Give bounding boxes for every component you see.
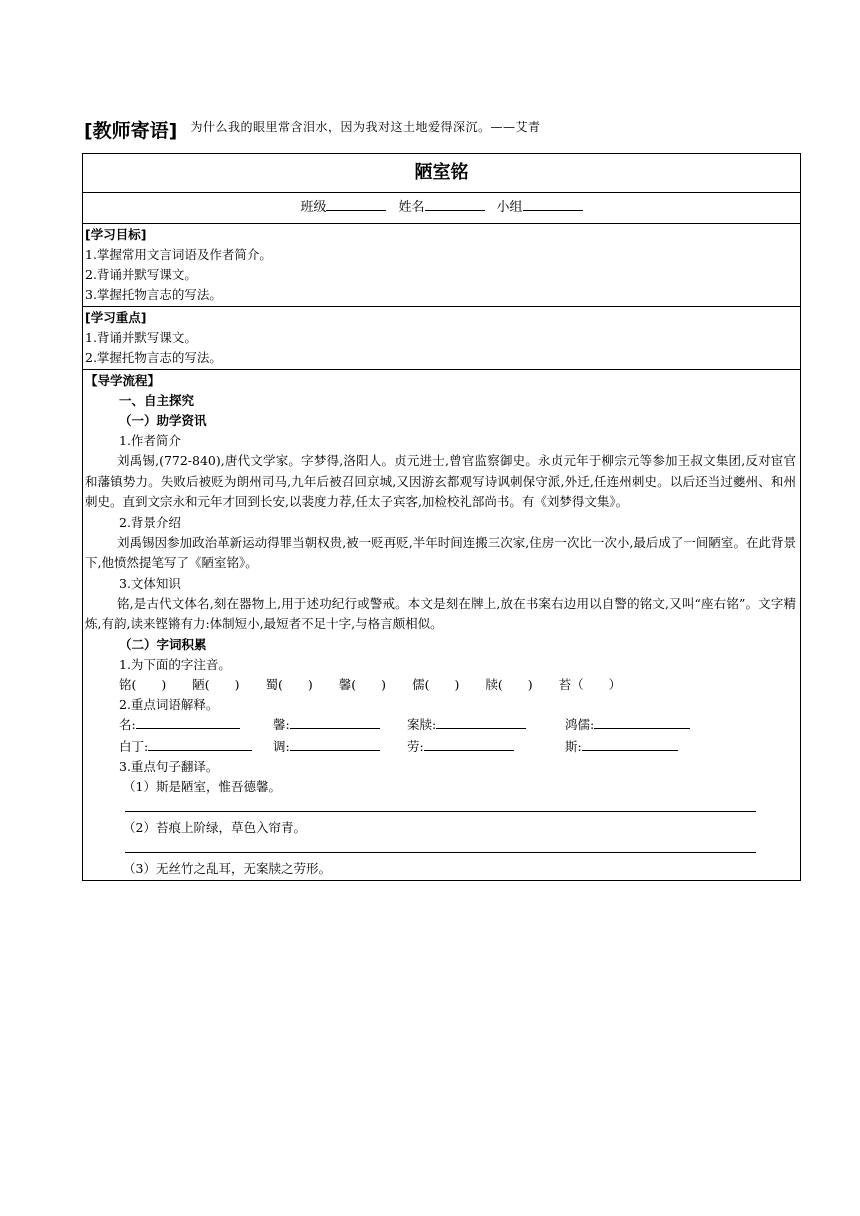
answer-line[interactable] <box>125 846 756 853</box>
definition-item[interactable] <box>119 737 273 757</box>
goals-heading: [学习目标] <box>85 227 147 242</box>
page-title: 陋室铭 <box>414 162 469 183</box>
definitions-grid <box>85 715 798 757</box>
goal-item: 1.掌握常用文言词语及作者简介。 <box>85 247 272 262</box>
pinyin-title: 1.为下面的字注音。 <box>119 656 231 672</box>
definition-term: 斯: <box>565 738 582 754</box>
name-label: 姓名 <box>398 200 425 215</box>
pinyin-item[interactable]: 陋( ) <box>192 676 240 692</box>
definition-item[interactable] <box>273 737 407 757</box>
key-points-heading: [学习重点] <box>85 310 147 325</box>
sentence-item: （2）苔痕上阶绿，草色入帘青。 <box>123 819 306 835</box>
pinyin-item[interactable]: 馨( ) <box>338 676 387 692</box>
worksheet-table <box>82 153 801 881</box>
sentence-item: （1）斯是陋室，惟吾德馨。 <box>123 778 281 794</box>
pinyin-item[interactable]: 牍( ) <box>485 676 533 692</box>
group-label: 小组 <box>496 200 523 215</box>
definition-item[interactable] <box>565 715 715 735</box>
defs-title: 2.重点词语解释。 <box>119 696 219 712</box>
definition-blank[interactable] <box>290 738 380 751</box>
class-label: 班级 <box>300 200 327 215</box>
sentences-title: 3.重点句子翻译。 <box>119 758 219 774</box>
class-blank[interactable] <box>326 198 386 211</box>
group-field[interactable] <box>497 198 583 218</box>
background-title: 2.背景介绍 <box>119 514 181 530</box>
name-field[interactable] <box>398 198 484 218</box>
process-section <box>83 370 800 880</box>
definition-blank[interactable] <box>148 738 252 751</box>
pinyin-item[interactable]: 儒( ) <box>412 676 460 692</box>
definition-term: 白丁: <box>119 738 149 754</box>
goals-section <box>83 224 800 307</box>
definition-term: 名: <box>119 716 136 732</box>
definition-blank[interactable] <box>136 716 240 729</box>
definition-item[interactable] <box>407 715 565 735</box>
definition-item[interactable] <box>273 715 407 735</box>
definition-term: 调: <box>273 738 290 754</box>
pinyin-item[interactable]: 苔（ ） <box>558 676 622 692</box>
motto-text: 为什么我的眼里常含泪水，因为我对这土地爱得深沉。——艾青 <box>190 120 541 134</box>
definition-term: 案牍: <box>407 716 437 732</box>
process-heading: 【导学流程】 <box>85 373 161 388</box>
section-heading: 一、自主探究 <box>119 393 195 408</box>
author-text: 刘禹锡,(772-840),唐代文学家。字梦得,洛阳人。贞元进士,曾官监察御史。永贞元年于柳宗元等参加王叔文集团,反对宦官和藩镇势力。失败后被贬为朗州司马,九年后被召回京城,又因游玄都观写诗讽刺保守派,外迁,任连州刺史。以后还当过夔州、和州刺史。直到文宗永和元年才回到长安,以裴度力荐,任太子宾客,加检校礼部尚书。有《刘梦得文集》。 <box>85 453 796 509</box>
name-blank[interactable] <box>425 198 485 211</box>
definition-blank[interactable] <box>582 738 678 751</box>
key-points-section <box>83 307 800 370</box>
pinyin-list <box>85 675 798 695</box>
answer-line[interactable] <box>125 805 756 812</box>
class-field[interactable] <box>300 198 386 218</box>
definition-item[interactable] <box>119 715 273 735</box>
title-row <box>83 154 800 193</box>
definition-term: 劳: <box>407 738 424 754</box>
genre-text: 铭,是古代文体名,刻在器物上,用于述功纪行或警戒。本文是刻在牌上,放在书案右边用以自警的铭文,又叫“座右铭”。文字精炼,有韵,读来铿锵有力:体制短小,最短者不足十字,与格言颇相似。 <box>85 595 796 631</box>
definition-item[interactable] <box>565 737 715 757</box>
group-blank[interactable] <box>523 198 583 211</box>
goal-item: 2.背诵并默写课文。 <box>85 267 197 282</box>
definition-blank[interactable] <box>594 716 690 729</box>
author-title: 1.作者简介 <box>119 433 181 448</box>
student-info-row <box>83 193 800 224</box>
definition-blank[interactable] <box>436 716 526 729</box>
definition-term: 馨: <box>273 716 290 732</box>
key-point-item: 2.掌握托物言志的写法。 <box>85 350 222 365</box>
teacher-motto <box>84 110 541 142</box>
pinyin-item[interactable]: 铭( ) <box>119 676 167 692</box>
key-point-item: 1.背诵并默写课文。 <box>85 330 197 345</box>
background-text: 刘禹锡因参加政治革新运动得罪当朝权贵,被一贬再贬,半年时间连搬三次家,住房一次比一次小,最后成了一间陋室。在此背景下,他愤然提笔写了《陋室铭》。 <box>85 534 796 570</box>
part-heading: （二）字词积累 <box>119 636 207 652</box>
goal-item: 3.掌握托物言志的写法。 <box>85 287 222 302</box>
pinyin-item[interactable]: 蜀( ) <box>265 676 313 692</box>
motto-label: [教师寄语] <box>84 120 178 142</box>
sentence-item: （3）无丝竹之乱耳，无案牍之劳形。 <box>123 860 331 876</box>
definition-item[interactable] <box>407 737 565 757</box>
genre-title: 3.文体知识 <box>119 575 181 591</box>
definition-blank[interactable] <box>424 738 514 751</box>
part-heading: （一）助学资讯 <box>119 413 207 428</box>
definition-blank[interactable] <box>290 716 380 729</box>
definition-term: 鸿儒: <box>565 716 595 732</box>
